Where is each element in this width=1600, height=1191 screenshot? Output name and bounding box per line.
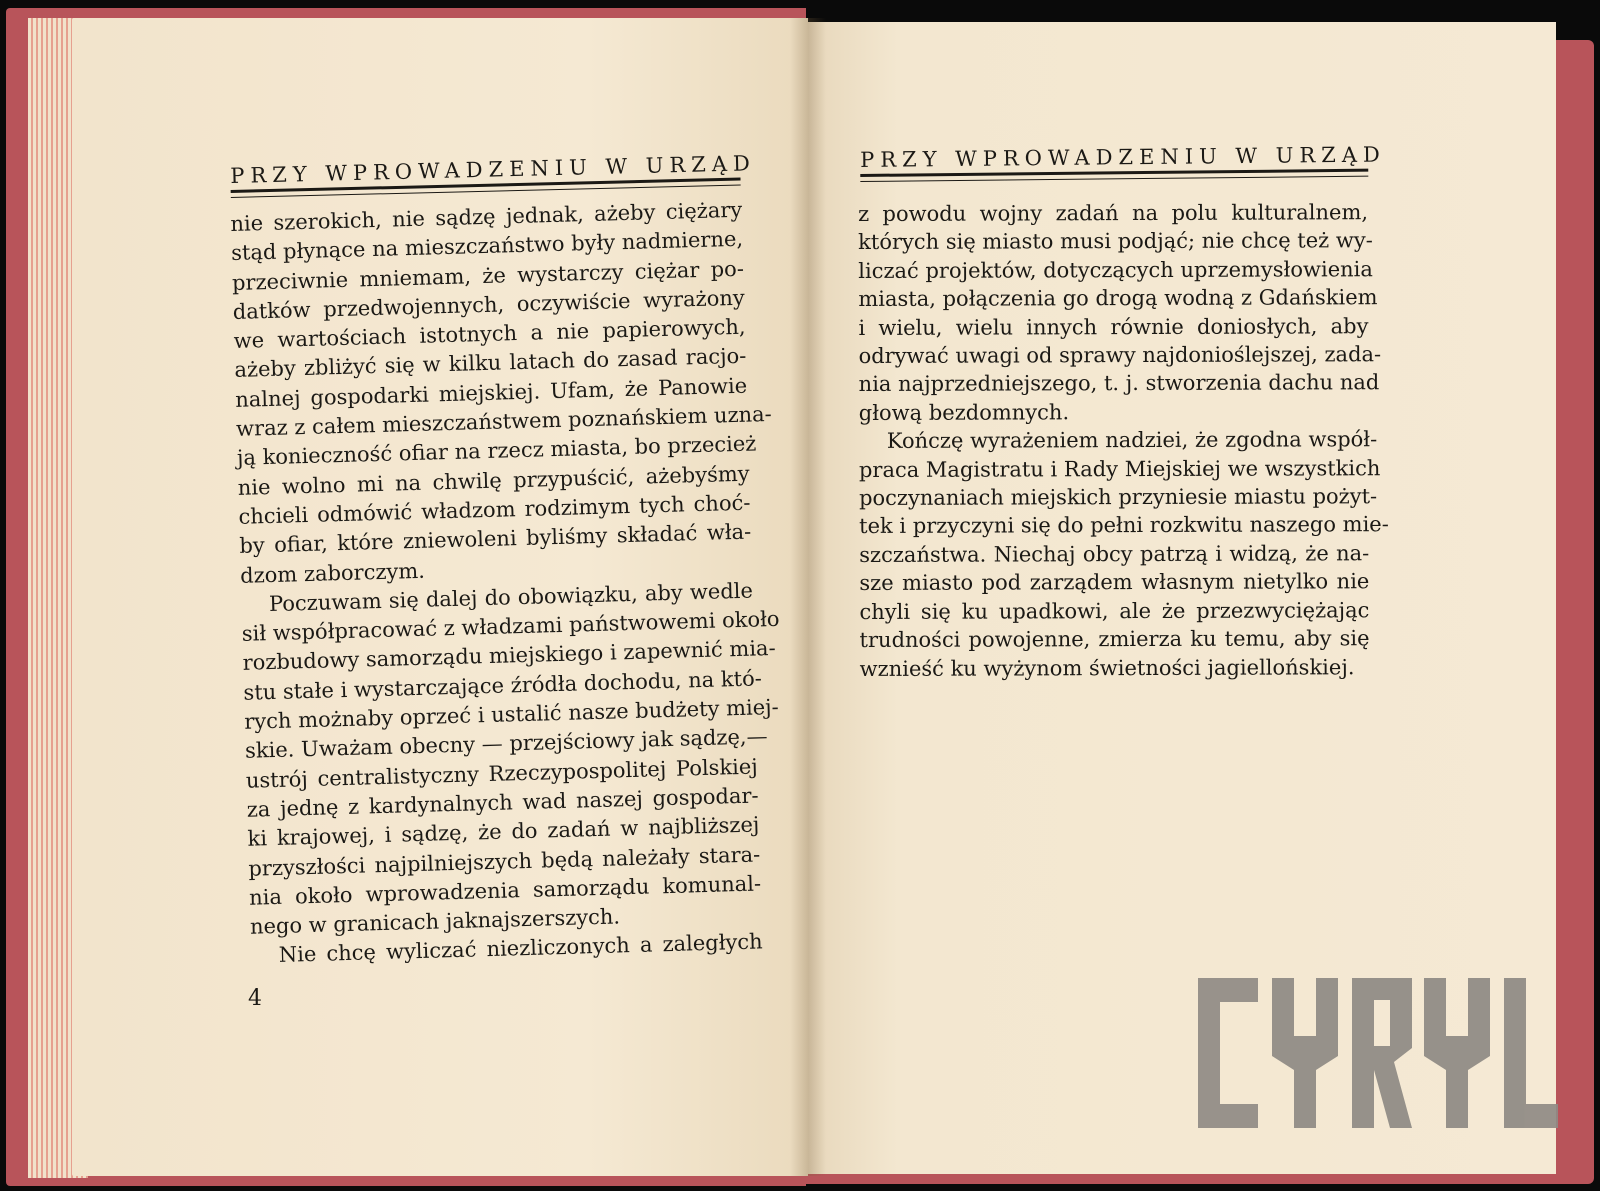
text-line: stąd płynące na mieszczaństwo były nadmierne, (230, 226, 744, 266)
text-line: nalnej gospodarki miejskiej. Ufam, że Panowie (234, 373, 748, 412)
right-page-text (858, 198, 1389, 683)
text-line: Nie chcę wyliczać niezliczonych a zaległych (278, 929, 763, 968)
text-line: dzom zaborczym. (239, 558, 426, 588)
text-line: nie szerokich, nie sądzę jednak, ażeby ciężary (230, 197, 743, 236)
text-line: by ofiar, które zniewoleni byliśmy składać wła- (239, 519, 752, 559)
text-line: poczynaniach miejskich przyniesie miastu pożyt- (858, 484, 1378, 511)
text-line: stu stałe i wystarczające źródła dochodu, na któ- (243, 666, 763, 705)
text-line: nie wolno mi na chwilę przypuścić, ażebyśmy (237, 461, 750, 500)
text-line: miasta, połączenia go drogą wodną z Gdańskiem (858, 285, 1378, 312)
text-line: skie. Uważam obecny — przejściowy jak sądzę,— (244, 724, 768, 764)
left-page (72, 18, 808, 1176)
text-line: ki krajowej, i sądzę, że do zadań w najbliższej (247, 812, 760, 851)
text-line: tek i przyczyni się do pełni rozkwitu naszego mie- (859, 512, 1389, 539)
text-line: przeciwnie mniemam, że wystarczy ciężar po- (231, 256, 745, 295)
text-line: chcieli odmówić władzom rodzimym tych choć- (238, 490, 751, 529)
text-line: sze miasto pod zarządem własnym nietylko nie (859, 569, 1370, 596)
text-line: i wielu, wielu innych równie doniosłych, aby (858, 313, 1369, 340)
text-line: których się miasto musi podjąć; nie chcę też wy- (858, 228, 1373, 255)
text-line: przyszłości najpilniejszych będą należały stara- (248, 841, 761, 881)
text-line: sił współpracować z władzami państwowemi około (241, 606, 780, 646)
text-line: nia około wprowadzenia samorządu komunal- (248, 871, 762, 910)
text-line: ustrój centralistyczny Rzeczypospolitej Polskiej (245, 754, 759, 793)
left-page-text (230, 196, 780, 972)
text-line: ażeby zbliżyć się w kilku latach do zasad racjo- (234, 344, 747, 383)
text-line: datków przedwojennych, oczywiście wyrażony (232, 285, 745, 324)
book-gutter (790, 18, 826, 1176)
text-line: odrywać uwagi od sprawy najdonioślejszej, zada- (858, 342, 1382, 369)
text-line: we wartościach istotnych a nie papierowych, (233, 314, 746, 354)
text-line: wznieść ku wyżynom świetności jagiellońskiej. (859, 654, 1355, 681)
text-line: nia najprzedniejszego, t. j. stworzenia dachu nad (858, 370, 1380, 397)
text-line: trudności powojenne, zmierza ku temu, aby się (859, 626, 1370, 653)
left-running-header: PRZY WPROWADZENIU W URZĄD (230, 152, 741, 193)
text-line: Kończę wyrażeniem nadziei, że zgodna współ- (886, 427, 1378, 454)
right-running-header: PRZY WPROWADZENIU W URZĄD (860, 143, 1368, 177)
text-line: wraz z całem mieszczaństwem poznańskiem uzna- (235, 402, 773, 441)
text-line: za jednę z kardynalnych wad naszej gospodar- (246, 783, 759, 822)
text-line: rozbudowy samorządu miejskiego i zapewnić mia- (242, 636, 776, 676)
text-line: nego w granicach jaknajszerszych. (249, 904, 621, 939)
text-line: Poczuwam się dalej do obowiązku, aby wedle (268, 578, 754, 616)
text-line: głową bezdomnych. (858, 400, 1070, 425)
text-line: ją konieczność ofiar na rzecz miasta, bo przecież (236, 431, 757, 471)
text-line: szczaństwa. Niechaj obcy patrzą i widzą, że na- (859, 541, 1370, 567)
text-line: praca Magistratu i Rady Miejskiej we wszystkich (858, 455, 1381, 482)
text-line: liczać projektów, dotyczących uprzemysłowienia (858, 257, 1373, 283)
page-number: 4 (248, 986, 262, 1011)
text-line: chyli się ku upadkowi, ale że przezwyciężając (859, 597, 1370, 624)
text-line: z powodu wojny zadań na polu kulturalnem, (858, 200, 1369, 226)
text-line: rych możnaby oprzeć i ustalić nasze budżety miej- (243, 694, 780, 734)
cyryl-watermark-logo (1198, 978, 1558, 1128)
